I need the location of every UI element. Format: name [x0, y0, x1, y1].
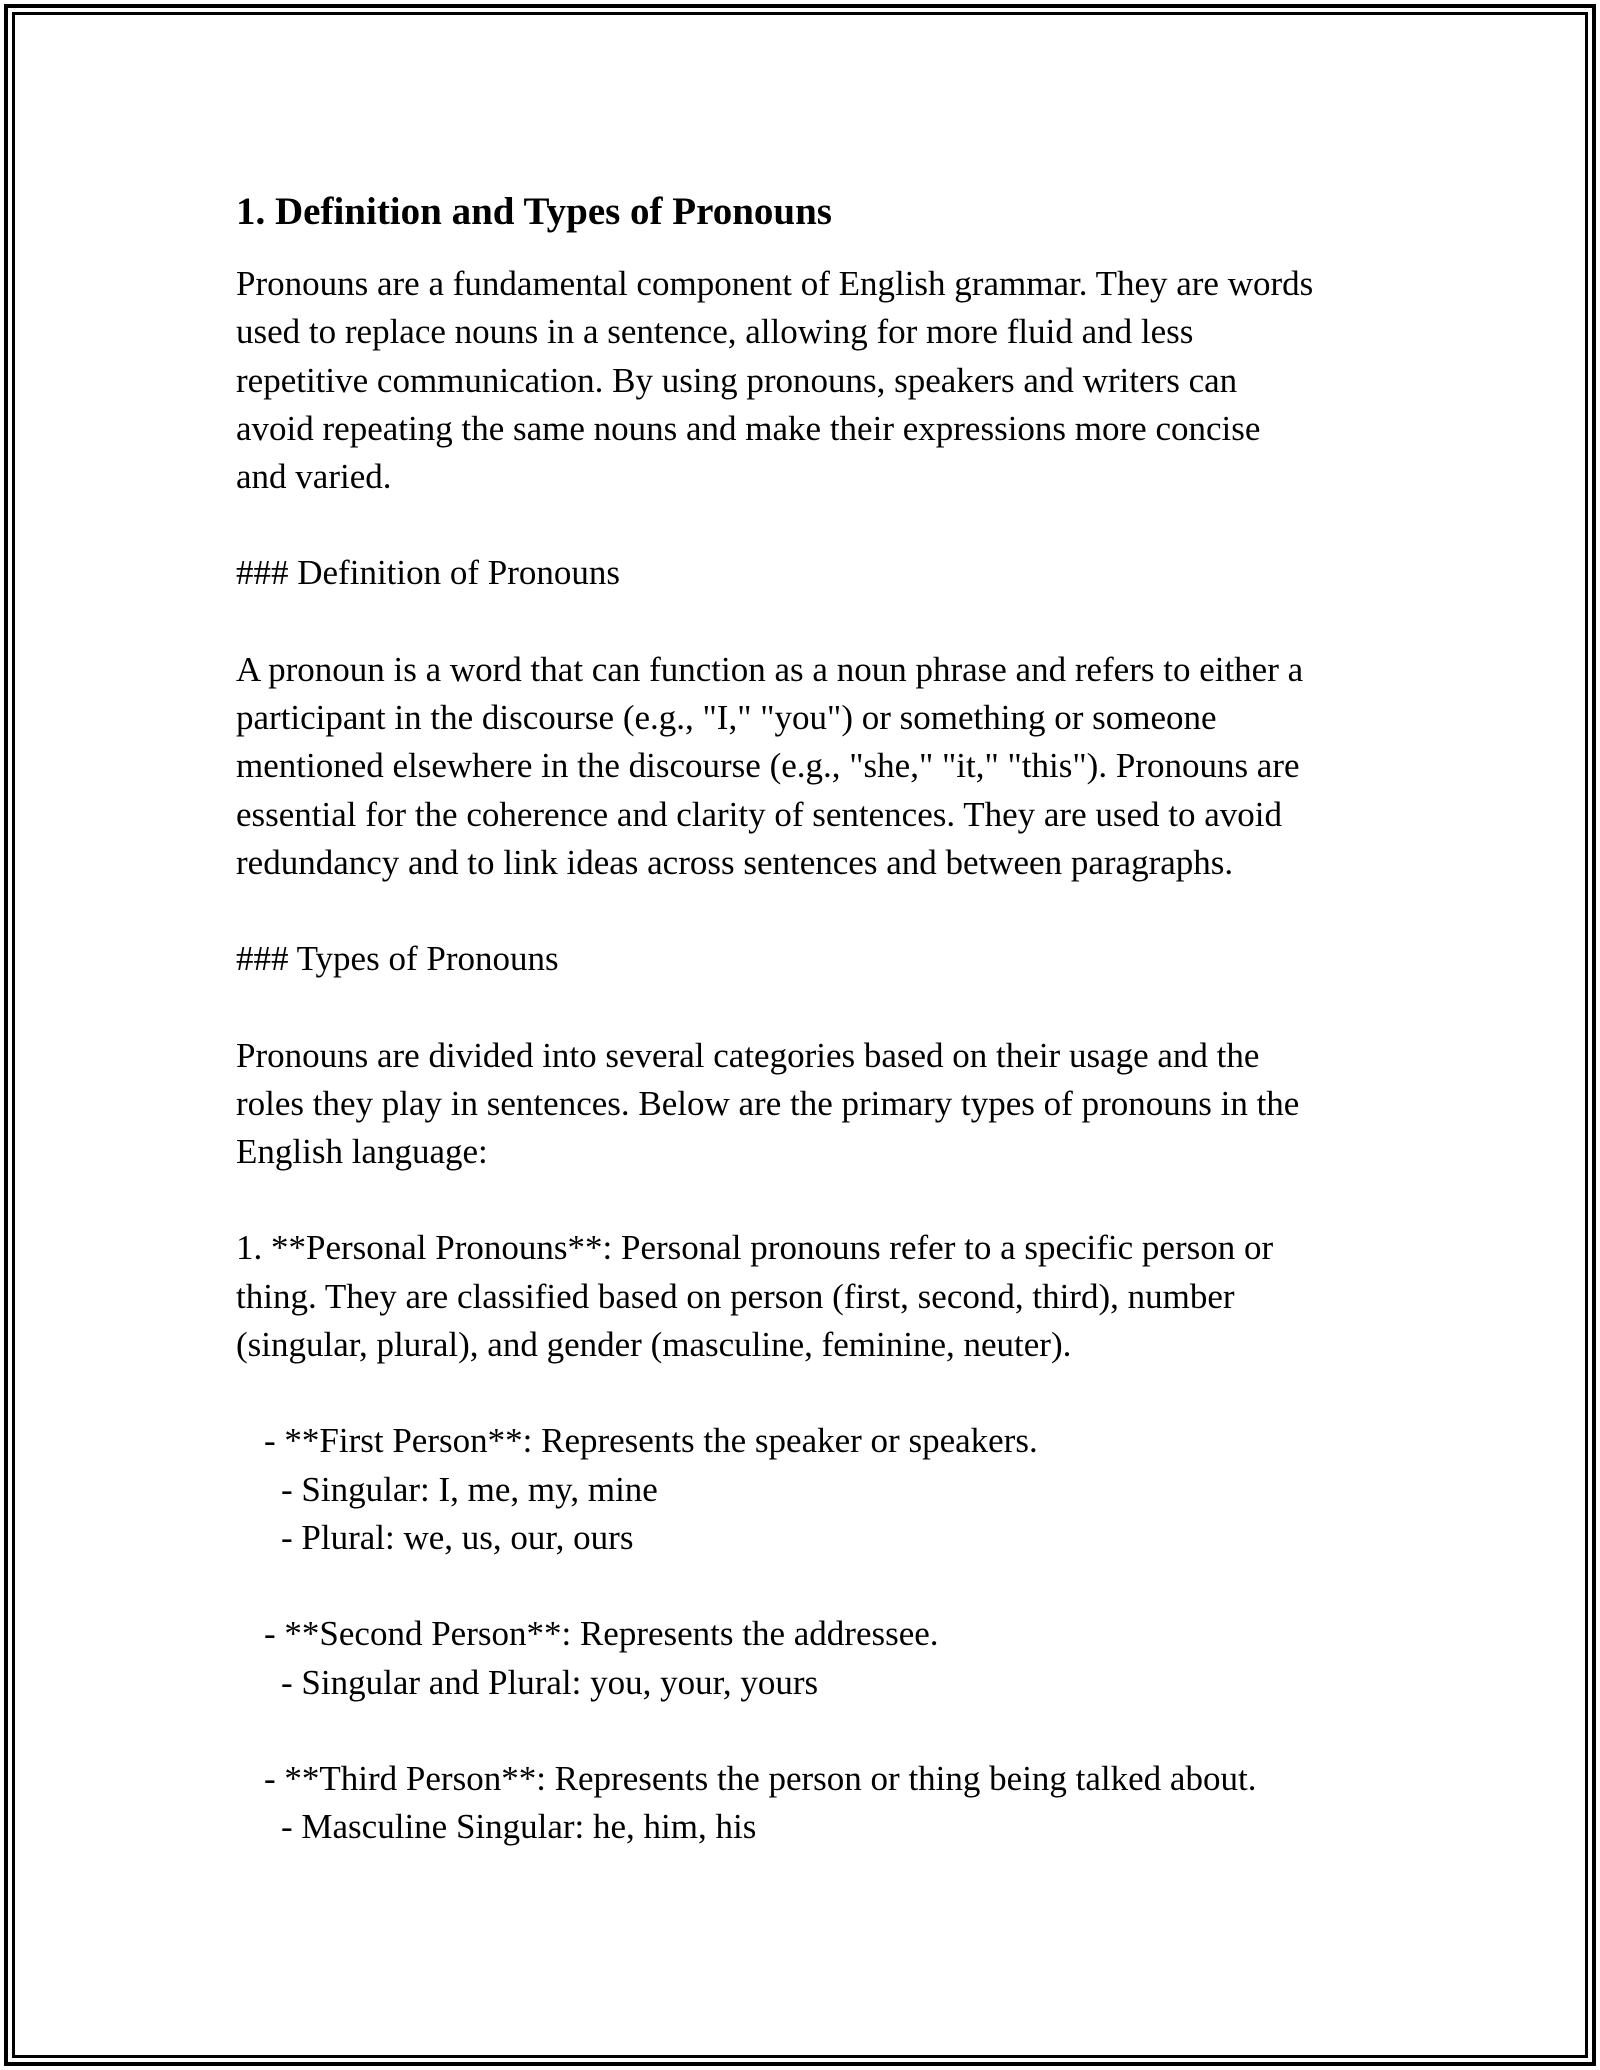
- list-item: - Plural: we, us, our, ours: [281, 1517, 634, 1557]
- text-line: mentioned elsewhere in the discourse (e.g., "she," "it," "this"). Pronouns are: [236, 746, 1300, 786]
- document-body: [236, 186, 1386, 1851]
- types-heading: ### Types of Pronouns: [236, 939, 559, 979]
- text-line: used to replace nouns in a sentence, allowing for more fluid and less: [236, 312, 1194, 352]
- section-title: 1. Definition and Types of Pronouns: [236, 190, 832, 233]
- second-person-block: [236, 1610, 1386, 1707]
- definition-paragraph: [236, 646, 1386, 887]
- text-line: English language:: [236, 1132, 488, 1172]
- text-line: thing. They are classified based on person (first, second, third), number: [236, 1276, 1235, 1316]
- list-item: - **First Person**: Represents the speaker or speakers.: [264, 1421, 1038, 1461]
- third-person-block: [236, 1755, 1386, 1852]
- list-item: - Singular: I, me, my, mine: [281, 1469, 658, 1509]
- text-line: redundancy and to link ideas across sentences and between paragraphs.: [236, 842, 1234, 882]
- text-line: roles they play in sentences. Below are the primary types of pronouns in the: [236, 1083, 1300, 1123]
- list-item: - Singular and Plural: you, your, yours: [281, 1662, 819, 1702]
- text-line: 1. **Personal Pronouns**: Personal pronouns refer to a specific person or: [236, 1228, 1274, 1268]
- text-line: repetitive communication. By using pronouns, speakers and writers can: [236, 360, 1238, 400]
- text-line: Pronouns are a fundamental component of English grammar. They are words: [236, 264, 1314, 303]
- list-item: - **Third Person**: Represents the person or thing being talked about.: [264, 1758, 1257, 1798]
- definition-heading: ### Definition of Pronouns: [236, 553, 621, 593]
- types-paragraph: [236, 1032, 1386, 1177]
- intro-paragraph: [236, 260, 1386, 501]
- first-person-block: [236, 1417, 1386, 1562]
- text-line: participant in the discourse (e.g., "I," "you") or something or someone: [236, 698, 1217, 738]
- text-line: Pronouns are divided into several categories based on their usage and the: [236, 1035, 1260, 1075]
- personal-pronouns-item: [236, 1224, 1386, 1369]
- text-line: A pronoun is a word that can function as a noun phrase and refers to either a: [236, 649, 1304, 689]
- text-line: essential for the coherence and clarity of sentences. They are used to avoid: [236, 794, 1283, 834]
- text-line: and varied.: [236, 457, 392, 497]
- list-item: - Masculine Singular: he, him, his: [281, 1807, 757, 1847]
- list-item: - **Second Person**: Represents the addressee.: [264, 1614, 939, 1654]
- text-line: (singular, plural), and gender (masculine, feminine, neuter).: [236, 1325, 1072, 1365]
- text-line: avoid repeating the same nouns and make their expressions more concise: [236, 408, 1261, 448]
